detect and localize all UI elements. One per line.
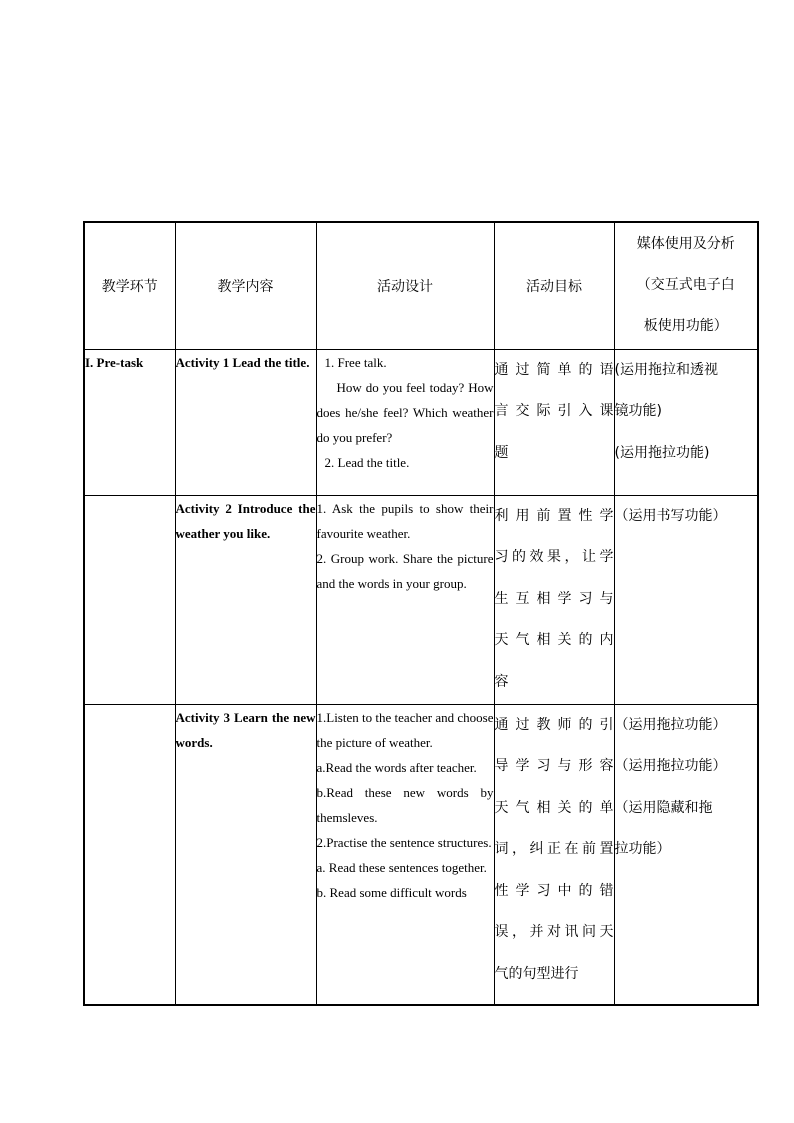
media-line: (运用拖拉功能) <box>614 444 710 461</box>
table-row <box>84 495 758 704</box>
goal-cell <box>494 495 614 704</box>
design-cell <box>316 349 494 495</box>
goal-line: 词，纠正在前置 <box>494 841 614 857</box>
header-goal: 活动目标 <box>494 222 614 349</box>
goal-line: 导学习与形容 <box>494 758 614 774</box>
media-cell <box>614 349 758 495</box>
design-line: a. Read these sentences together. <box>316 859 487 875</box>
media-line: （运用拖拉功能） <box>614 758 727 774</box>
media-line: （运用书写功能） <box>614 507 727 524</box>
goal-line: 天气相关的内 <box>494 632 614 648</box>
goal-line: 言交际引入课 <box>494 403 614 419</box>
header-design: 活动设计 <box>316 222 494 349</box>
media-line: 拉功能） <box>614 841 671 857</box>
header-stage: 教学环节 <box>84 222 175 349</box>
stage-cell <box>84 495 175 704</box>
header-content: 教学内容 <box>175 222 316 349</box>
goal-line: 通过教师的引 <box>494 716 614 733</box>
content-cell: Activity 2 Introduce the weather you like. <box>175 495 316 704</box>
design-line: 1.Listen to the teacher and choose the picture of weather. <box>316 709 494 750</box>
content-cell: Activity 3 Learn the new words. <box>175 704 316 1005</box>
table-row <box>84 349 758 495</box>
table-row <box>84 704 758 1005</box>
goal-line: 气的句型进行 <box>494 965 579 982</box>
design-line: b.Read these new words by themsleves. <box>316 784 494 825</box>
goal-line: 性学习中的错 <box>494 882 614 899</box>
design-line: 1. Free talk. <box>324 354 387 370</box>
content-cell: Activity 1 Lead the title. <box>175 349 316 495</box>
media-line: (运用拖拉和透视 <box>614 361 718 378</box>
design-cell <box>316 704 494 1005</box>
goal-line: 通过简单的语 <box>494 361 614 378</box>
header-media-line: 媒体使用及分析 <box>636 236 735 253</box>
media-line: 镜功能) <box>614 403 662 419</box>
goal-line: 生互相学习与 <box>494 590 614 607</box>
media-cell <box>614 704 758 1005</box>
goal-line: 容 <box>494 673 509 690</box>
header-media-line: 板使用功能） <box>643 318 728 335</box>
goal-line: 题 <box>494 444 509 461</box>
media-line: （运用拖拉功能） <box>614 716 727 733</box>
goal-line: 利用前置性学 <box>494 507 614 524</box>
design-cell <box>316 495 494 704</box>
design-line: 2. Lead the title. <box>324 454 410 470</box>
goal-line: 误，并对讯问天 <box>494 924 614 940</box>
lesson-plan-table <box>83 221 759 1006</box>
goal-line: 习的效果，让学 <box>494 549 614 565</box>
design-line: a.Read the words after teacher. <box>316 759 477 775</box>
design-line: 1. Ask the pupils to show their favourite weather. <box>316 500 494 541</box>
media-cell <box>614 495 758 704</box>
stage-cell: I. Pre-task <box>84 349 175 495</box>
stage-cell <box>84 704 175 1005</box>
header-media <box>614 222 758 349</box>
goal-line: 天气相关的单 <box>494 799 614 816</box>
design-line: 2.Practise the sentence structures. <box>316 834 492 850</box>
design-line: How do you feel today? How does he/she feel? Which weather do you prefer? <box>316 379 494 445</box>
goal-cell <box>494 704 614 1005</box>
header-row <box>84 222 758 349</box>
design-line: 2. Group work. Share the picture and the words in your group. <box>316 550 494 591</box>
goal-cell <box>494 349 614 495</box>
media-line: （运用隐藏和拖 <box>614 799 713 816</box>
design-line: b. Read some difficult words <box>316 884 467 900</box>
header-media-line: （交互式电子白 <box>636 277 735 294</box>
